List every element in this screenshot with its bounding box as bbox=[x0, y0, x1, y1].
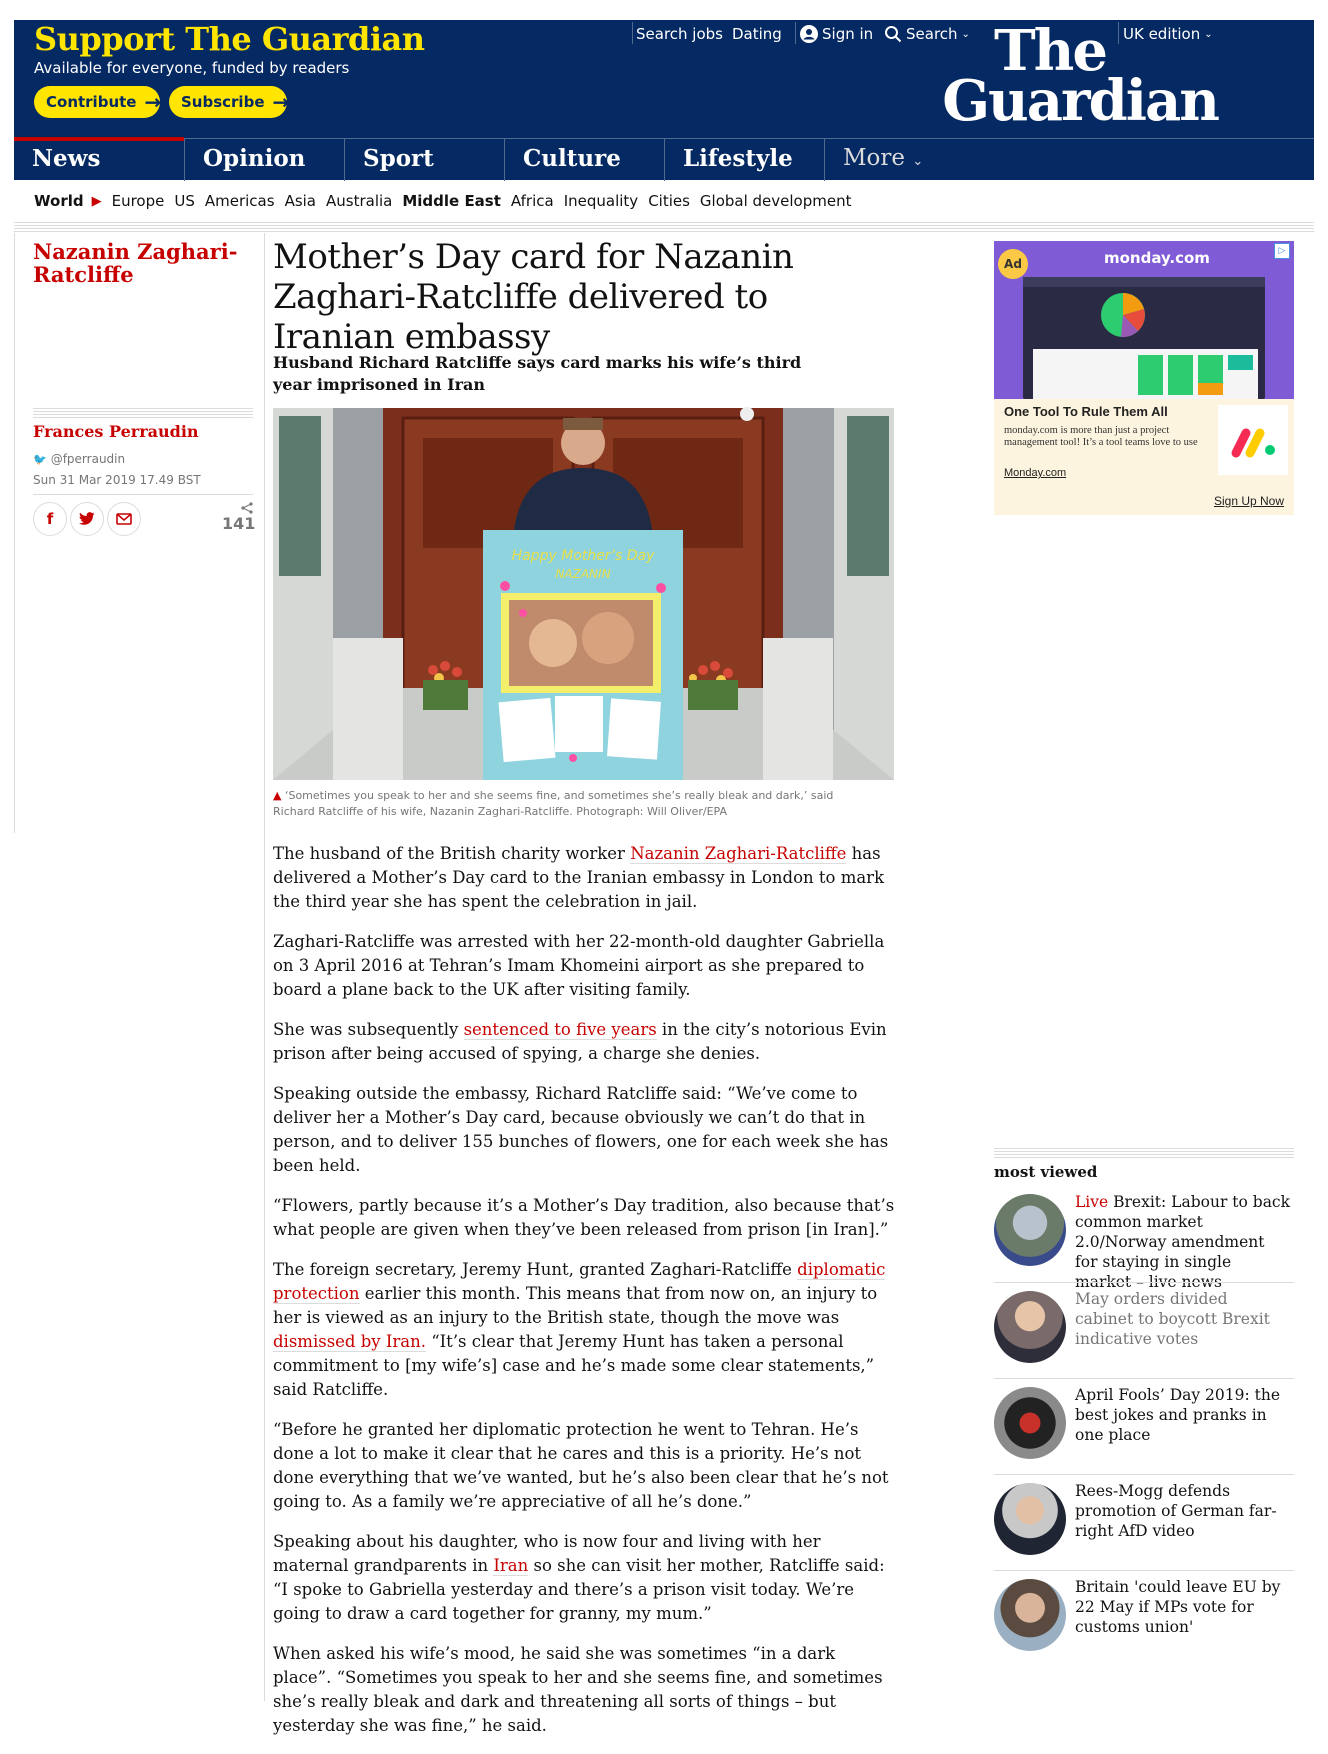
chevron-down-icon: ⌄ bbox=[912, 154, 924, 169]
subnav-item[interactable]: Inequality bbox=[563, 192, 639, 210]
ad-screenshot bbox=[1023, 277, 1265, 399]
triangle-up-icon: ▲ bbox=[273, 789, 282, 802]
sign-in-link[interactable] bbox=[800, 25, 873, 43]
monday-logo bbox=[1218, 405, 1288, 475]
author-twitter[interactable] bbox=[33, 452, 125, 466]
search-jobs-link[interactable]: Search jobs bbox=[636, 25, 723, 43]
text: The foreign secretary, Jeremy Hunt, granted Zaghari-Ratcliffe bbox=[273, 1260, 798, 1279]
most-viewed-divider bbox=[994, 1148, 1294, 1158]
share-icon bbox=[240, 502, 254, 514]
search-label: Search bbox=[906, 25, 958, 43]
edition-label: UK edition bbox=[1123, 25, 1201, 43]
caption-text: ‘Sometimes you speak to her and she seems fine, and sometimes she’s really bleak and dark,’ said Richard Ratcliffe of his wife, Nazanin Zaghari-Ratcliffe. Photograph: Will Oliver/EPA bbox=[273, 789, 834, 818]
ad-url[interactable]: Monday.com bbox=[1004, 467, 1067, 479]
most-viewed-headline: April Fools’ Day 2019: the best jokes and pranks in one place bbox=[1075, 1386, 1281, 1444]
pillar-sport[interactable]: Sport bbox=[344, 139, 504, 181]
hero-image[interactable] bbox=[273, 408, 894, 780]
section-subnav bbox=[14, 180, 1314, 222]
meta-divider bbox=[33, 408, 253, 418]
divider bbox=[632, 22, 633, 44]
subscribe-label: Subscribe bbox=[181, 93, 265, 111]
arrow-right-icon: → bbox=[272, 90, 290, 114]
most-viewed-title: most viewed bbox=[994, 1163, 1098, 1181]
text: in the city’s notorious Evin prison after being accused of spying, a charge she denies. bbox=[273, 1020, 887, 1063]
most-viewed-item[interactable] bbox=[994, 1186, 1294, 1291]
subnav-item-active[interactable]: Middle East bbox=[402, 192, 501, 210]
column-divider bbox=[264, 233, 265, 1701]
ad-brand: monday.com bbox=[1104, 249, 1210, 267]
twitter-handle: @fperraudin bbox=[50, 452, 126, 466]
section-divider bbox=[14, 222, 1314, 232]
logo-line-2: Guardian bbox=[942, 68, 1218, 134]
paragraph bbox=[273, 1530, 898, 1626]
subnav-item[interactable]: Americas bbox=[204, 192, 275, 210]
subnav-item[interactable]: Europe bbox=[111, 192, 165, 210]
subnav-section[interactable]: World bbox=[34, 192, 84, 210]
subnav-item[interactable]: Africa bbox=[510, 192, 554, 210]
share-count bbox=[222, 502, 254, 533]
pillar-opinion[interactable]: Opinion bbox=[184, 139, 344, 181]
paragraph: “Before he granted her diplomatic protection he went to Tehran. He’s done a lot to make it clear that he cares and this is a priority. He’s not done everything that we’ve wanted, but he’s also been clear that he’s not going to. As a family we’re appreciative of all he’s done.” bbox=[273, 1420, 889, 1511]
guardian-logo[interactable] bbox=[918, 18, 1218, 134]
subnav-item[interactable]: US bbox=[174, 192, 195, 210]
embassy-photo bbox=[273, 408, 894, 780]
share-twitter-button[interactable] bbox=[70, 502, 104, 536]
text: Speaking about his daughter, who is now four and living with her maternal grandparents in bbox=[273, 1532, 821, 1575]
subnav-item[interactable]: Asia bbox=[284, 192, 316, 210]
logo-line-1: The bbox=[993, 18, 1106, 84]
pillar-more[interactable] bbox=[824, 139, 984, 181]
paragraph bbox=[273, 1018, 898, 1066]
series-label[interactable]: Nazanin Zaghari-Ratcliffe bbox=[33, 239, 238, 287]
twitter-icon bbox=[79, 512, 95, 526]
paragraph: Zaghari-Ratcliffe was arrested with her 22-month-old daughter Gabriella on 3 April 2016 at Tehran’s Imam Khomeini airport as she prepared to board a plane back to the UK after visiting family. bbox=[273, 932, 885, 999]
most-viewed-headline: Rees-Mogg defends promotion of German far-right AfD video bbox=[1075, 1482, 1277, 1540]
thumbnail bbox=[994, 1194, 1066, 1266]
most-viewed-item[interactable] bbox=[994, 1570, 1294, 1660]
paragraph bbox=[273, 1258, 898, 1402]
share-count-value: 141 bbox=[222, 514, 256, 533]
inline-link[interactable]: diplomatic protection bbox=[273, 1260, 886, 1303]
ad-description: monday.com is more than just a project management tool! It’s a tool teams love to use bbox=[1004, 425, 1198, 448]
ad-headline: One Tool To Rule Them All bbox=[1004, 404, 1168, 419]
image-caption bbox=[273, 788, 873, 820]
inline-link[interactable]: Nazanin Zaghari-Ratcliffe bbox=[630, 844, 847, 863]
article-body bbox=[273, 842, 898, 1754]
subnav-item[interactable]: Cities bbox=[648, 192, 690, 210]
subscribe-button[interactable] bbox=[169, 86, 290, 118]
text: so she can visit her mother, Ratcliffe said: “I spoke to Gabriella yesterday and there’s a prison visit today. We’re going to draw a card together for granny, my mum.” bbox=[273, 1556, 885, 1623]
advertisement[interactable] bbox=[994, 241, 1294, 515]
most-viewed-headline bbox=[1075, 1192, 1290, 1292]
text: earlier this month. This means that from now on, an injury to her is viewed as an injury to the British state, though the move was bbox=[273, 1284, 878, 1327]
thumbnail bbox=[994, 1291, 1066, 1363]
publish-date: Sun 31 Mar 2019 17.49 BST bbox=[33, 473, 201, 487]
site-header bbox=[14, 20, 1314, 180]
share-email-button[interactable] bbox=[107, 502, 141, 536]
subnav-item[interactable]: Global development bbox=[699, 192, 852, 210]
user-icon bbox=[800, 25, 818, 43]
inline-link[interactable]: sentenced to five years bbox=[463, 1020, 657, 1039]
text: “It’s clear that Jeremy Hunt has taken a personal commitment to [my wife’s] case and he’s made some clear statements,” said Ratcliffe. bbox=[273, 1332, 875, 1399]
ad-cta-link[interactable]: Sign Up Now bbox=[1213, 494, 1284, 508]
text: She was subsequently bbox=[273, 1020, 464, 1039]
poster-text: NAZANIN bbox=[555, 567, 611, 581]
author-name[interactable]: Frances Perraudin bbox=[33, 422, 199, 441]
ad-badge: Ad bbox=[998, 249, 1028, 279]
ad-banner bbox=[994, 241, 1294, 399]
contribute-button[interactable] bbox=[34, 86, 160, 118]
chevron-down-icon: ⌄ bbox=[961, 28, 970, 40]
inline-link[interactable]: Iran bbox=[493, 1556, 529, 1575]
ad-chart-graphic bbox=[1023, 277, 1265, 399]
text: The husband of the British charity worker bbox=[273, 844, 631, 863]
pillar-culture[interactable]: Culture bbox=[504, 139, 664, 181]
more-label: More bbox=[843, 145, 906, 171]
poster-text: Happy Mother’s Day bbox=[511, 548, 655, 564]
inline-link[interactable]: dismissed by Iran. bbox=[273, 1332, 426, 1351]
contribute-label: Contribute bbox=[46, 93, 137, 111]
divider bbox=[795, 22, 796, 44]
most-viewed-headline: Britain 'could leave EU by 22 May if MPs vote for customs union' bbox=[1075, 1578, 1281, 1636]
text: has delivered a Mother’s Day card to the Iranian embassy in London to mark the third year she has spent the celebration in jail. bbox=[273, 844, 885, 911]
search-icon bbox=[884, 25, 902, 43]
share-facebook-button[interactable] bbox=[33, 502, 67, 536]
dating-link[interactable]: Dating bbox=[732, 25, 782, 43]
pillar-lifestyle[interactable]: Lifestyle bbox=[664, 139, 824, 181]
meta-divider bbox=[33, 494, 253, 495]
headline-text: Brexit: Labour to back common market 2.0/Norway amendment for staying in single market – live news bbox=[1075, 1193, 1291, 1291]
article-standfirst: Husband Richard Ratcliffe says card marks his wife’s third year imprisoned in Iran bbox=[273, 353, 802, 394]
twitter-icon: 🐦 bbox=[33, 452, 47, 466]
monday-logo-icon bbox=[1218, 405, 1288, 475]
article-headline: Mother’s Day card for Nazanin Zaghari-Ratcliffe delivered to Iranian embassy bbox=[273, 237, 794, 357]
arrow-right-icon: → bbox=[144, 90, 162, 114]
most-viewed-item[interactable] bbox=[994, 1378, 1294, 1468]
adchoices-icon[interactable]: ▷ bbox=[1274, 243, 1290, 259]
thumbnail bbox=[994, 1387, 1066, 1459]
thumbnail bbox=[994, 1483, 1066, 1555]
sign-in-label: Sign in bbox=[822, 25, 874, 43]
column-divider bbox=[14, 233, 15, 833]
live-badge: Live bbox=[1075, 1193, 1109, 1211]
support-subtitle: Available for everyone, funded by readers bbox=[34, 59, 350, 77]
most-viewed-item[interactable] bbox=[994, 1282, 1294, 1372]
paragraph bbox=[273, 842, 898, 914]
most-viewed-headline: May orders divided cabinet to boycott Brexit indicative votes bbox=[1075, 1290, 1270, 1348]
thumbnail bbox=[994, 1579, 1066, 1651]
triangle-right-icon: ▶ bbox=[91, 193, 102, 209]
pillar-news[interactable]: News bbox=[14, 139, 184, 181]
email-icon bbox=[116, 513, 132, 525]
support-title: Support The Guardian bbox=[34, 20, 425, 58]
subnav-item[interactable]: Australia bbox=[326, 192, 393, 210]
pillar-nav bbox=[14, 138, 1314, 180]
most-viewed-item[interactable] bbox=[994, 1474, 1294, 1564]
paragraph: Speaking outside the embassy, Richard Ratcliffe said: “We’ve come to deliver her a Mother’s Day card, because obviously we can’t do that in person, and to deliver 155 bunches of flowers, one for each week she has been held. bbox=[273, 1084, 889, 1175]
paragraph: When asked his wife’s mood, he said she was sometimes “in a dark place”. “Sometimes you speak to her and she seems fine, and sometimes she’s really bleak and dark and threatening all sorts of things – but yesterday she was fine,” he said. bbox=[273, 1644, 883, 1735]
facebook-icon: f bbox=[46, 510, 54, 528]
paragraph: “Flowers, partly because it’s a Mother’s Day tradition, also because that’s what people are given when they’ve been released from prison [in Iran].” bbox=[273, 1196, 895, 1239]
chevron-down-icon: ⌄ bbox=[1204, 28, 1213, 40]
